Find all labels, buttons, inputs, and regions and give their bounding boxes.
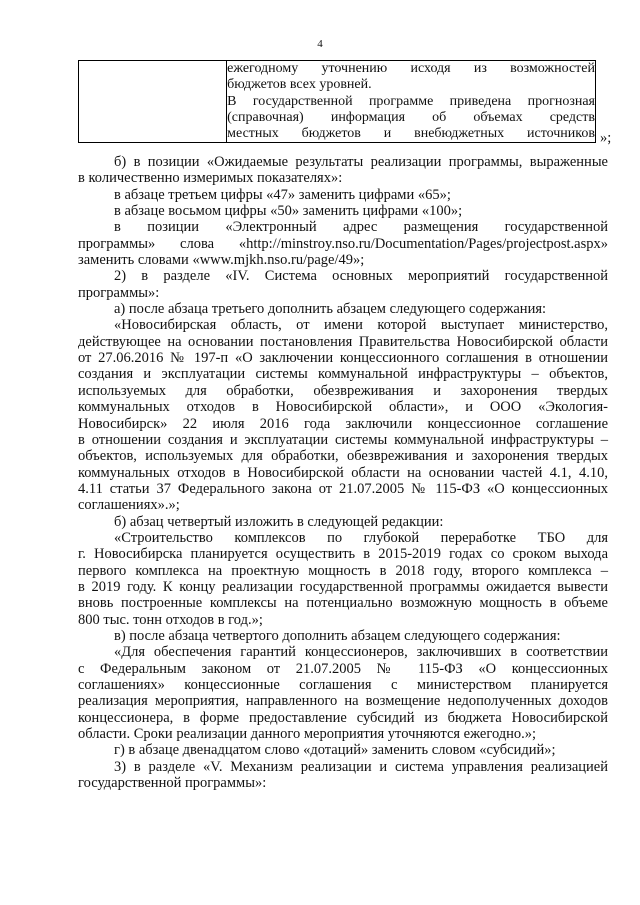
text-line: вновь построенные комплексы на потенциально возможную мощность в объеме — [78, 595, 608, 612]
table-row — [79, 61, 596, 143]
text-line: г) в абзаце двенадцатом слово «дотаций» заменить словом «субсидий»; — [114, 742, 556, 759]
page-number: 4 — [317, 38, 323, 50]
text-line: г. Новосибирска планируется осуществить в 2015-2019 годах со сроком выхода — [78, 546, 608, 563]
text-line: коммунальных отходов в Новосибирской области на основании частей 4.1, 4.10, — [78, 464, 608, 481]
text-line: концессионера, в форме предоставление субсидий из бюджета Новосибирской — [78, 709, 608, 726]
text-line: б) абзац четвертый изложить в следующей редакции: — [114, 513, 444, 530]
text-line: 3) в разделе «V. Механизм реализации и система управления реализацией — [114, 758, 608, 775]
excerpt-table — [78, 60, 596, 143]
text-line: государственной программы»: — [78, 775, 267, 792]
text-line: 4.11 статьи 37 Федерального закона от 21.07.2005 № 115-ФЗ «О концессионных — [78, 480, 608, 497]
text-line: объектов, используемых для обработки, обезвреживания и захоронения твердых — [78, 448, 608, 465]
text-line: с Федеральным законом от 21.07.2005 № 115-ФЗ «О концессионных — [78, 660, 608, 677]
text-line: в абзаце восьмом цифры «50» заменить цифрами «100»; — [114, 203, 463, 220]
text-line: а) после абзаца третьего дополнить абзацем следующего содержания: — [114, 301, 547, 318]
text-line: в позиции «Электронный адрес размещения государственной — [114, 219, 608, 236]
text-line: реализация мероприятия, направленного на возмещение недополученных доходов — [78, 693, 608, 710]
table-closing-mark: »; — [600, 130, 612, 146]
table-cell-left — [79, 61, 227, 143]
text-line: действующее на основании постановления Правительства Новосибирской области — [78, 333, 608, 350]
text-line: заменить словами «www.mjkh.nso.ru/page/49»; — [78, 252, 365, 269]
text-line: в количественно измеримых показателях»: — [78, 170, 343, 187]
text-line: коммунальных отходов в Новосибирской области», и ООО «Экология- — [78, 399, 608, 416]
cell-line: местных бюджетов и внебюджетных источников — [227, 126, 595, 142]
text-line: «Новосибирская область, от имени которой выступает министерство, — [114, 317, 608, 334]
text-line: 800 тыс. тонн отходов в год.»; — [78, 611, 263, 628]
cell-line: ежегодному уточнению исходя из возможностей — [227, 61, 595, 76]
text-line: от 27.06.2016 № 197-п «О заключении концессионного соглашения в отношении — [78, 350, 608, 367]
text-line: программы»: — [78, 284, 160, 301]
document-body — [78, 154, 608, 791]
text-line: Новосибирск» 22 июля 2016 года заключили концессионное соглашение — [78, 415, 608, 432]
cell-line: В государственной программе приведена прогнозная — [227, 93, 595, 109]
text-line: соглашениях» концессионные соглашения с министерством планируется — [78, 677, 608, 693]
table-cell-right — [227, 61, 596, 143]
text-line: в отношении создания и эксплуатации системы коммунальной инфраструктуры – — [78, 431, 608, 448]
text-line: области. Сроки реализации данного мероприятия уточняются ежегодно.»; — [78, 726, 537, 743]
cell-line: (справочная) информация об объемах средств — [227, 109, 595, 125]
cell-line: бюджетов всех уровней. — [227, 77, 372, 93]
text-line: б) в позиции «Ожидаемые результаты реализации программы, выраженные — [114, 154, 608, 170]
text-line: в абзаце третьем цифры «47» заменить цифрами «65»; — [114, 186, 451, 203]
text-line: соглашениях».»; — [78, 497, 180, 514]
text-line: «Для обеспечения гарантий концессионеров, заключивших в соответствии — [114, 644, 608, 661]
text-line: используемых для обработки, обезвреживания и захоронения твердых — [78, 382, 608, 399]
text-line: первого комплекса на проектную мощность в 2018 году, второго комплекса – — [78, 562, 608, 579]
text-line: создания и эксплуатации системы коммунальной инфраструктуры – объектов, — [78, 366, 608, 383]
text-line: 2) в разделе «IV. Система основных мероприятий государственной — [114, 268, 608, 285]
text-line: «Строительство комплексов по глубокой переработке ТБО для — [114, 529, 608, 546]
text-line: программы» слова «http://minstroy.nso.ru/Documentation/Pages/projectpost.aspx» — [78, 235, 608, 252]
text-line: в) после абзаца четвертого дополнить абзацем следующего содержания: — [114, 627, 561, 644]
text-line: в 2019 году. К концу реализации государственной программы ожидается вывести — [78, 578, 608, 595]
